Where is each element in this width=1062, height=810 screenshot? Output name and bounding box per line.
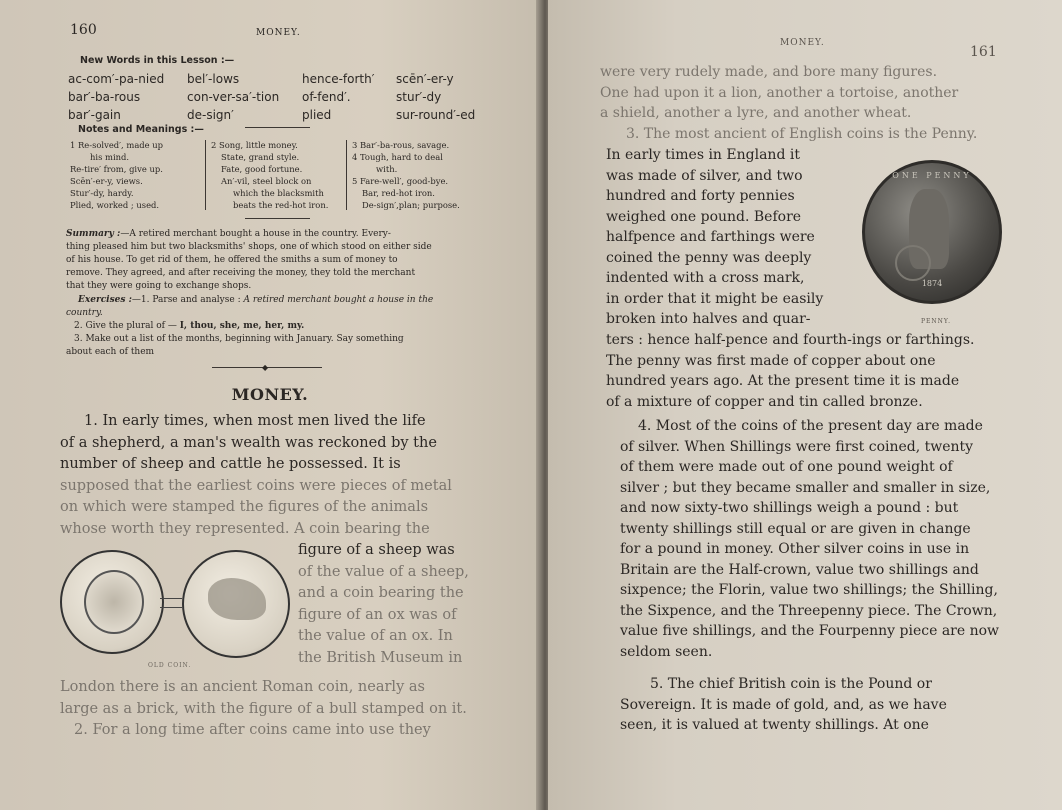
text-line: silver ; but they became smaller and smaller in size, [620, 479, 991, 496]
exercise-text: —1. Parse and analyse : [131, 295, 241, 305]
vocab-word: of-fend′. [302, 90, 351, 104]
vocab-word: con-ver-sa′-tion [187, 90, 280, 104]
divider [245, 127, 310, 128]
new-words-title: New Words in this Lesson :— [80, 55, 235, 66]
vocab-word: bar′-ba-rous [68, 90, 141, 104]
vocab-word: sur-round′-ed [396, 108, 476, 122]
text-line: seldom seen. [620, 643, 713, 660]
summary-label: Summary : [66, 229, 121, 239]
penny-image [862, 160, 1002, 304]
note-line: Re-tire′ from, give up. [70, 164, 163, 174]
ornament-diamond: ◆ [262, 363, 269, 372]
text-line: London there is an ancient Roman coin, nearly as [60, 679, 425, 695]
paragraph-1-end [60, 677, 490, 742]
note-line: De-sign′,plan; purpose. [362, 200, 460, 210]
text-line: 2. For a long time after coins came into use they [74, 722, 431, 738]
vocab-word: de-sign′ [187, 108, 234, 122]
note-line: Bar, red-hot iron. [362, 188, 435, 198]
vocab-word: bar′-gain [68, 108, 121, 122]
text-line: and now sixty-two shillings weigh a pound : but [620, 500, 959, 516]
page-number: 160 [70, 22, 97, 38]
text-line: coined the penny was deeply [606, 249, 812, 266]
text-line: One had upon it a lion, another a tortoise, another [600, 84, 959, 101]
paragraph-3-narrow [606, 145, 854, 330]
old-coin-caption: OLD COIN. [148, 662, 192, 669]
note-line: State, grand style. [221, 152, 300, 162]
text-line: of silver. When Shillings were first coined, twenty [620, 438, 974, 455]
exercise-text: about each of them [66, 347, 155, 357]
exercise-text: A retired merchant bought a house in the [243, 295, 434, 305]
note-line: with. [376, 164, 398, 174]
text-line: Britain are the Half-crown, value two shillings and [620, 561, 979, 578]
vocab-word: scēn′-er-y [396, 72, 454, 86]
summary-line: that they were going to exchange shops. [66, 281, 252, 291]
text-line: in order that it might be easily [606, 290, 824, 307]
note-line: 5 Fare-well′, good-bye. [352, 176, 449, 186]
text-line: and a coin bearing the [298, 585, 464, 601]
paragraph-4 [620, 416, 1028, 662]
vocab-column-1 [68, 70, 198, 124]
paragraph-1 [60, 411, 490, 540]
note-line: Scēn′-er-y, views. [70, 176, 143, 186]
penny-caption: PENNY. [921, 318, 952, 325]
text-line: hundred and forty pennies [606, 188, 795, 204]
text-line: value five shillings, and the Fourpenny piece are now [620, 623, 1000, 639]
text-line: 3. The most ancient of English coins is the Penny. [626, 126, 978, 142]
divider [245, 218, 310, 219]
text-line: of them were made out of one pound weight of [620, 459, 953, 475]
paragraph-3 [604, 124, 1002, 145]
vocab-word: bel′-lows [187, 72, 240, 86]
text-line: hundred years ago. At the present time it is made [606, 373, 960, 389]
text-line: ters : hence half-pence and fourth-ings or farthings. [606, 332, 975, 348]
text-line: the British Museum in [298, 649, 463, 666]
text-line: was made of silver, and two [606, 167, 803, 184]
text-line: twenty shillings still equal or are given in change [620, 520, 971, 537]
note-line: which the blacksmith [233, 188, 324, 198]
text-line: a shield, another a lyre, and another wheat. [600, 105, 912, 121]
text-line: of the value of a sheep, [298, 563, 469, 580]
note-line: An′-vil, steel block on [221, 176, 312, 186]
vocab-column-2 [187, 70, 307, 124]
right-page [548, 0, 1062, 810]
text-line: the Sixpence, and the Threepenny piece. The Crown, [620, 602, 998, 619]
note-line: 4 Tough, hard to deal [352, 152, 443, 162]
text-line: whose worth they represented. A coin bearing the [60, 520, 430, 537]
text-line: Sovereign. It is made of gold, and, as we have [620, 696, 947, 713]
exercise-text: I, thou, she, me, her, my. [179, 321, 305, 331]
note-line: his mind. [90, 152, 130, 162]
text-line: supposed that the earliest coins were pieces of metal [60, 477, 452, 494]
text-line: large as a brick, with the figure of a bull stamped on it. [60, 700, 467, 717]
notes-column-1 [70, 139, 204, 211]
exercise-text: 3. Make out a list of the months, beginning with January. Say something [74, 334, 404, 344]
text-line: of a mixture of copper and tin called bronze. [606, 393, 923, 410]
exercises [66, 294, 490, 359]
note-line: 2 Song, little money. [211, 140, 298, 150]
summary-line: remove. They agreed, and after receiving the money, they told the merchant [66, 268, 416, 278]
vocab-word: stur′-dy [396, 90, 442, 104]
summary-line: —A retired merchant bought a house in the country. Every- [120, 229, 391, 239]
note-line: beats the red-hot iron. [233, 200, 329, 210]
text-line: number of sheep and cattle he possessed. It is [60, 456, 401, 472]
text-line: weighed one pound. Before [606, 208, 802, 225]
exercise-text: 2. Give the plural of — [74, 321, 177, 331]
text-line: on which were stamped the figures of the animals [60, 499, 429, 515]
text-line: 1. In early times, when most men lived the life [84, 413, 426, 429]
old-coin-reverse-image [182, 550, 290, 658]
text-line: were very rudely made, and bore many figures. [600, 64, 938, 80]
text-line: seen, it is valued at twenty shillings. At one [620, 717, 929, 733]
note-line: Fate, good fortune. [221, 164, 303, 174]
continued-paragraph [600, 62, 998, 124]
paragraph-5 [620, 674, 1038, 736]
vocab-word: hence-forth′ [302, 72, 375, 86]
summary-line: thing pleased him but two blacksmiths' shops, one of which stood on either side [66, 242, 432, 252]
penny-date: 1874 [921, 279, 943, 288]
text-line: The penny was first made of copper about one [606, 352, 936, 369]
running-head: MONEY. [780, 38, 825, 48]
old-coin-obverse-image [60, 550, 164, 654]
exercise-text: country. [66, 308, 103, 318]
text-line: 5. The chief British coin is the Pound or [650, 676, 932, 692]
running-head: MONEY. [256, 28, 301, 38]
notes-column-2 [211, 139, 346, 211]
summary [66, 228, 490, 293]
text-line: In early times in England it [606, 147, 800, 163]
paragraph-3-end [606, 330, 1008, 412]
text-line: for a pound in money. Other silver coins in use in [620, 541, 970, 557]
notes-column-3 [352, 139, 492, 211]
note-line: Plied, worked ; used. [70, 200, 160, 210]
note-line: 3 Bar′-ba-rous, savage. [352, 140, 450, 150]
text-line: 4. Most of the coins of the present day are made [638, 418, 983, 434]
note-line: 1 Re-solved′, made up [70, 140, 164, 150]
paragraph-1-side [298, 540, 490, 669]
vocab-word: ac-com′-pa-nied [68, 72, 165, 86]
text-line: figure of an ox was of [298, 606, 457, 623]
penny-legend: ONE PENNY [892, 171, 972, 180]
coin-link [160, 598, 182, 608]
text-line: sixpence; the Florin, value two shillings; the Shilling, [620, 582, 998, 598]
page-number: 161 [970, 44, 997, 60]
lesson-title: MONEY. [231, 385, 309, 404]
column-divider [346, 140, 347, 210]
text-line: figure of a sheep was [298, 542, 455, 558]
summary-line: of his house. To get rid of them, he offered the smiths a sum of money to [66, 255, 398, 265]
text-line: halfpence and farthings were [606, 229, 815, 245]
text-line: of a shepherd, a man's wealth was reckoned by the [60, 434, 437, 451]
note-line: Stur′-dy, hardy. [70, 188, 134, 198]
notes-title: Notes and Meanings :— [78, 124, 204, 135]
vocab-word: plied [302, 108, 332, 122]
text-line: broken into halves and quar- [606, 311, 811, 327]
exercises-label: Exercises : [78, 295, 132, 305]
text-line: indented with a cross mark, [606, 270, 805, 286]
vocab-column-3 [302, 70, 402, 124]
vocab-column-4 [396, 70, 496, 124]
text-line: the value of an ox. In [298, 628, 453, 644]
column-divider [205, 140, 206, 210]
